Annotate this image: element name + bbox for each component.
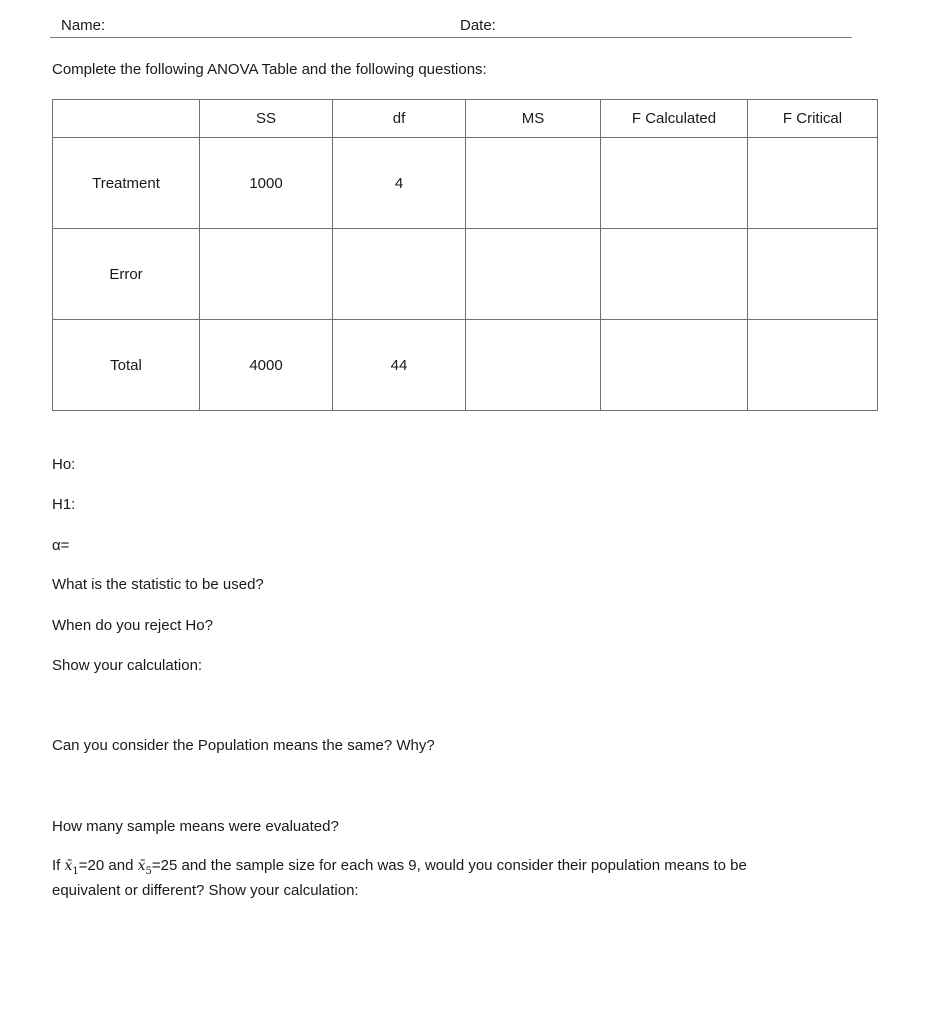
xbar-1-subscript: 1 [72,865,79,877]
final-if-text: If [52,857,65,874]
xbar-5-letter: x̄ [137,858,146,874]
date-label: Date: [460,17,496,34]
row-label-treatment: Treatment [53,138,200,229]
table-row-error [53,229,878,320]
table-header-row [53,100,878,138]
header-cell-f-critical: F Critical [748,100,878,138]
header-cell-ms: MS [466,100,601,138]
cell-treatment-ss: 1000 [200,138,333,229]
cell-error-f-critical [748,229,878,320]
table-row-treatment [53,138,878,229]
cell-total-f-critical [748,320,878,411]
cell-treatment-ms [466,138,601,229]
alpha-label: α= [52,537,70,554]
xbar-1-letter: x̄ [64,858,73,874]
header-rule [50,37,852,38]
cell-error-ms [466,229,601,320]
question-final-line-2: equivalent or different? Show your calculation: [52,882,359,899]
question-statistic: What is the statistic to be used? [52,576,264,593]
final-eq2-text: =25 and the sample size for each was 9, would you consider their population means to be [151,857,747,874]
row-label-error: Error [53,229,200,320]
table-row-total [53,320,878,411]
xbar-5-subscript: 5 [145,865,152,877]
final-eq1-text: =20 and [78,857,138,874]
cell-treatment-df: 4 [333,138,466,229]
name-label: Name: [61,17,106,34]
cell-error-f-calculated [601,229,748,320]
cell-total-ss: 4000 [200,320,333,411]
question-how-many-means: How many sample means were evaluated? [52,818,339,835]
question-final-line-1 [52,857,747,877]
cell-treatment-f-calculated [601,138,748,229]
cell-total-df: 44 [333,320,466,411]
cell-total-f-calculated [601,320,748,411]
header-cell-blank [53,100,200,138]
cell-error-df [333,229,466,320]
xbar-1-symbol [64,858,79,877]
question-show-calculation: Show your calculation: [52,657,203,674]
question-reject-ho: When do you reject Ho? [52,617,213,634]
question-population-means: Can you consider the Population means the same? Why? [52,737,435,754]
header-cell-df: df [333,100,466,138]
cell-error-ss [200,229,333,320]
xbar-5-symbol [137,858,152,877]
row-label-total: Total [53,320,200,411]
alternative-hypothesis-label: H1: [52,496,76,513]
anova-table [52,99,878,411]
cell-total-ms [466,320,601,411]
instruction-text: Complete the following ANOVA Table and the following questions: [52,61,487,78]
header-cell-ss: SS [200,100,333,138]
cell-treatment-f-critical [748,138,878,229]
null-hypothesis-label: Ho: [52,456,76,473]
header-cell-f-calculated: F Calculated [601,100,748,138]
